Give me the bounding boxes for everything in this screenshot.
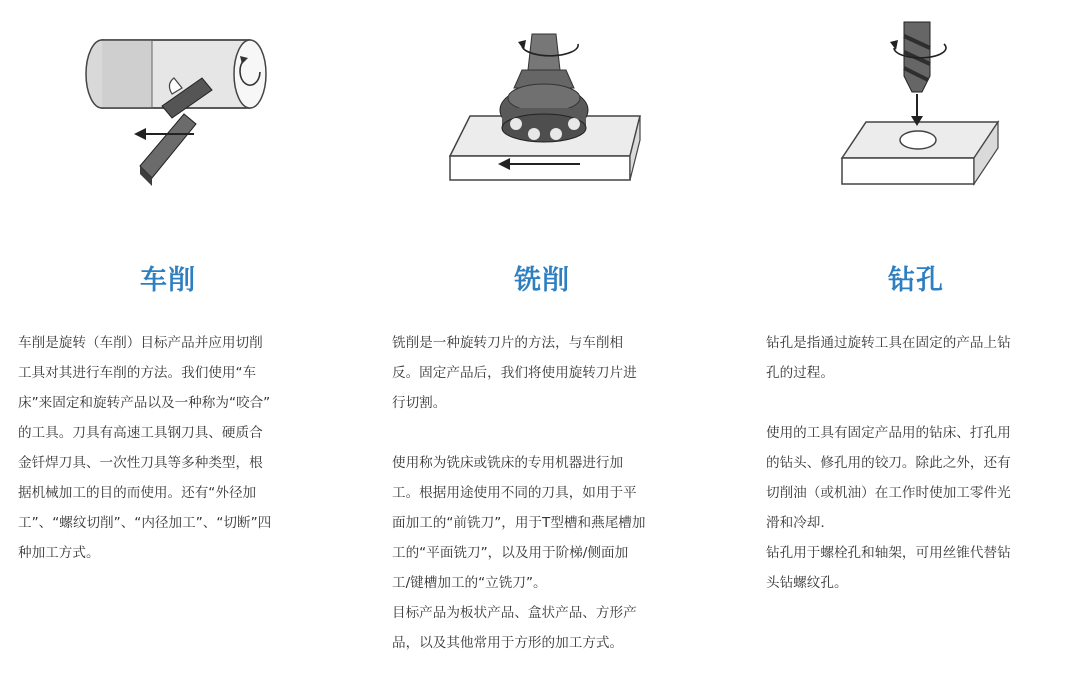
section-body — [392, 328, 645, 658]
paragraph: 钻孔是指通过旋转工具在固定的产品上钻 孔的过程。 — [766, 335, 1011, 381]
section-turning — [18, 0, 348, 675]
section-title: 车削 — [140, 265, 196, 296]
milling-illustration — [444, 18, 644, 193]
section-title: 钻孔 — [888, 265, 944, 296]
section-body — [18, 328, 271, 568]
section-title: 铣削 — [514, 265, 570, 296]
section-milling — [392, 0, 712, 675]
paragraph: 车削是旋转（车削）目标产品并应用切削 工具对其进行车削的方法。我们使用“车 床”来固定和旋转产品以及一种称为“咬合” 的工具。刀具有高速工具钢刀具、硬质合 金钎焊刀具、一次性刀具等多种类型，根 据机械加工的目的而使用。还有“外径加 工”、“螺纹切削”、“内径加工”、“切断”四 种加工方式。 — [18, 335, 272, 561]
paragraph: 使用称为铣床或铣床的专用机器进行加 工。根据用途使用不同的刀具，如用于平 面加工的“前铣刀”，用于T型槽和燕尾槽加 工的“平面铣刀”，以及用于阶梯/侧面加 工/键槽加工的“立铣刀”。 目标产品为板状产品、盒状产品、方形产 品，以及其他常用于方形的加工方式。 — [392, 455, 646, 651]
paragraph: 使用的工具有固定产品用的钻床、打孔用 的钻头、修孔用的铰刀。除此之外，还有 切削油（或机油）在工作时使加工零件光 滑和冷却. 钻孔用于螺栓孔和轴架，可用丝锥代替钻 头钻螺纹孔。 — [766, 425, 1011, 591]
section-drilling — [766, 0, 1076, 675]
turning-illustration — [74, 18, 294, 193]
section-body — [766, 328, 1011, 598]
paragraph: 铣削是一种旋转刀片的方法，与车削相 反。固定产品后，我们将使用旋转刀片进 行切割。 — [392, 335, 637, 411]
drilling-illustration — [832, 18, 1002, 193]
